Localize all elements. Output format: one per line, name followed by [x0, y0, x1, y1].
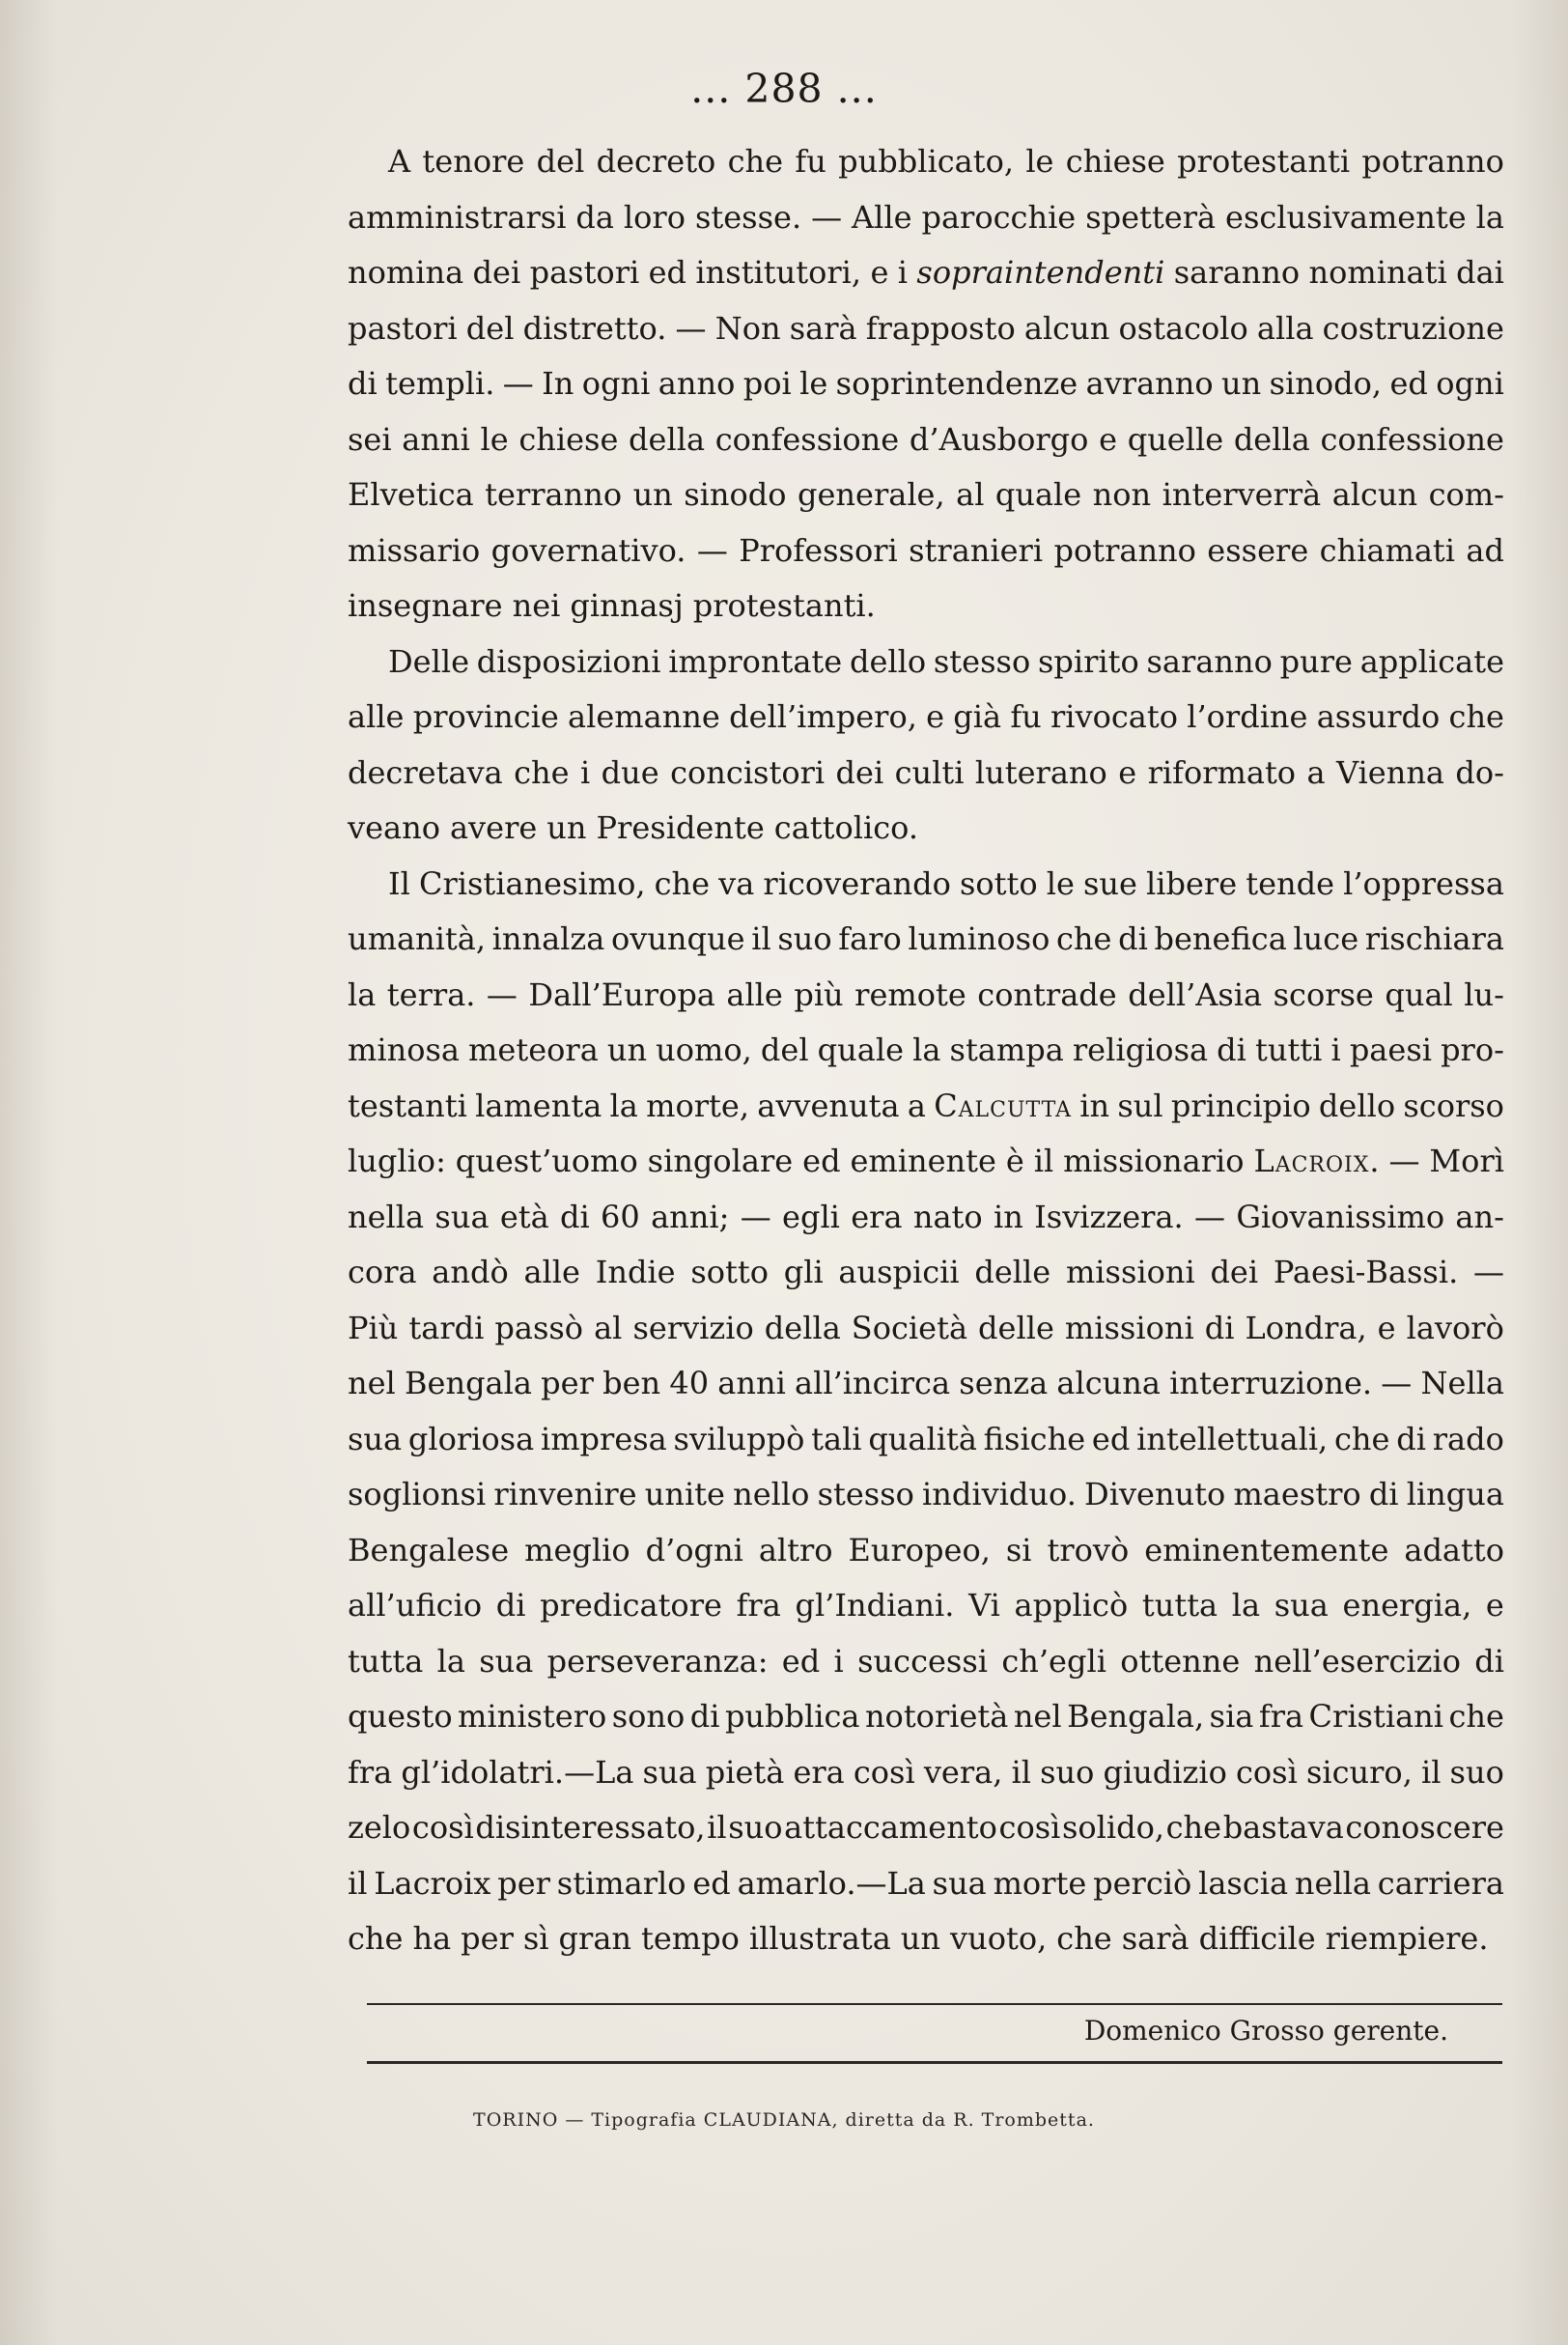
text-line: sua gloriosa impresa sviluppò tali qualità fisiche ed intellettuali, che di rado	[348, 1420, 1504, 1457]
text-line: A tenore del decreto che fu pubblicato, le chiese protestanti potranno	[388, 143, 1504, 180]
text-line: Più tardi passò al servizio della Società delle missioni di Londra, e lavorò	[348, 1309, 1504, 1346]
text-line: Bengalese meglio d’ogni altro Europeo, si trovò eminentemente adatto	[348, 1531, 1504, 1568]
page-right-shadow	[1510, 0, 1568, 2345]
page-left-shadow	[0, 0, 58, 2345]
divider-rule-bottom	[367, 2061, 1502, 2064]
text-line: fra gl’idolatri.—La sua pietà era così vera, il suo giudizio così sicuro, il suo	[348, 1753, 1504, 1791]
text-line: sei anni le chiese della confessione d’Ausborgo e quelle della confessione	[348, 420, 1504, 458]
text-line: questo ministero sono di pubblica notorietà nel Bengala, sia fra Cristiani che	[348, 1698, 1504, 1735]
text-line: all’uficio di predicatore fra gl’Indiani. Vi applicò tutta la sua energia, e	[348, 1587, 1504, 1624]
text-line: nella sua età di 60 anni; — egli era nato in Isvizzera. — Giovanissimo an-	[348, 1198, 1504, 1235]
text-line: missario governativo. — Professori stranieri potranno essere chiamati ad	[348, 531, 1504, 569]
text-line: minosa meteora un uomo, del quale la stampa religiosa di tutti i paesi pro-	[348, 1031, 1504, 1068]
text-line: la terra. — Dall’Europa alle più remote contrade dell’Asia scorse qual lu-	[348, 975, 1504, 1013]
body-text	[348, 143, 1504, 1976]
text-line: testanti lamenta la morte, avvenuta a Calcutta in sul principio dello scorso	[348, 1087, 1504, 1124]
text-line: insegnare nei ginnasj protestanti.	[348, 587, 876, 624]
text-line: nel Bengala per ben 40 anni all’incirca senza alcuna interruzione. — Nella	[348, 1365, 1504, 1401]
text-line: che ha per sì gran tempo illustrata un vuoto, che sarà difficile riempiere.	[348, 1920, 1489, 1957]
text-line: Il Cristianesimo, che va ricoverando sotto le sue libere tende l’oppressa	[388, 864, 1504, 902]
text-line: cora andò alle Indie sotto gli auspicii delle missioni dei Paesi-Bassi. —	[348, 1254, 1504, 1290]
text-line: Elvetica terranno un sinodo generale, al quale non interverrà alcun com-	[348, 476, 1504, 513]
text-line: soglionsi rinvenire unite nello stesso individuo. Divenuto maestro di lingua	[348, 1476, 1504, 1512]
text-line: zelo così disinteressato, il suo attaccamento così solido, che bastava conoscere	[348, 1809, 1504, 1846]
divider-rule-top	[367, 2003, 1502, 2005]
text-line: nomina dei pastori ed institutori, e i sopraintendenti saranno nominati dai	[348, 254, 1504, 291]
text-line: umanità, innalza ovunque il suo faro luminoso che di benefica luce rischiara	[348, 920, 1504, 957]
text-line: veano avere un Presidente cattolico.	[348, 809, 919, 846]
printer-imprint: TORINO — Tipografia CLAUDIANA, diretta da R. Trombetta.	[473, 2109, 1095, 2131]
signature: Domenico Grosso gerente.	[1083, 2015, 1448, 2047]
text-line: luglio: quest’uomo singolare ed eminente è il missionario Lacroix. — Morì	[348, 1143, 1504, 1179]
text-line: tutta la sua perseveranza: ed i successi ch’egli ottenne nell’esercizio di	[348, 1642, 1504, 1680]
page-number: ... 288 ...	[690, 66, 878, 112]
text-line: Delle disposizioni improntate dello stesso spirito saranno pure applicate	[388, 642, 1504, 680]
text-line: di templi. — In ogni anno poi le soprintendenze avranno un sinodo, ed ogni	[348, 365, 1504, 402]
text-line: alle provincie alemanne dell’impero, e già fu rivocato l’ordine assurdo che	[348, 698, 1504, 735]
text-line: amministrarsi da loro stesse. — Alle parocchie spetterà esclusivamente la	[348, 198, 1504, 236]
text-line: decretava che i due concistori dei culti luterano e riformato a Vienna do-	[348, 753, 1504, 791]
text-line: il Lacroix per stimarlo ed amarlo.—La sua morte perciò lascia nella carriera	[348, 1864, 1504, 1902]
text-line: pastori del distretto. — Non sarà frapposto alcun ostacolo alla costruzione	[348, 309, 1504, 347]
